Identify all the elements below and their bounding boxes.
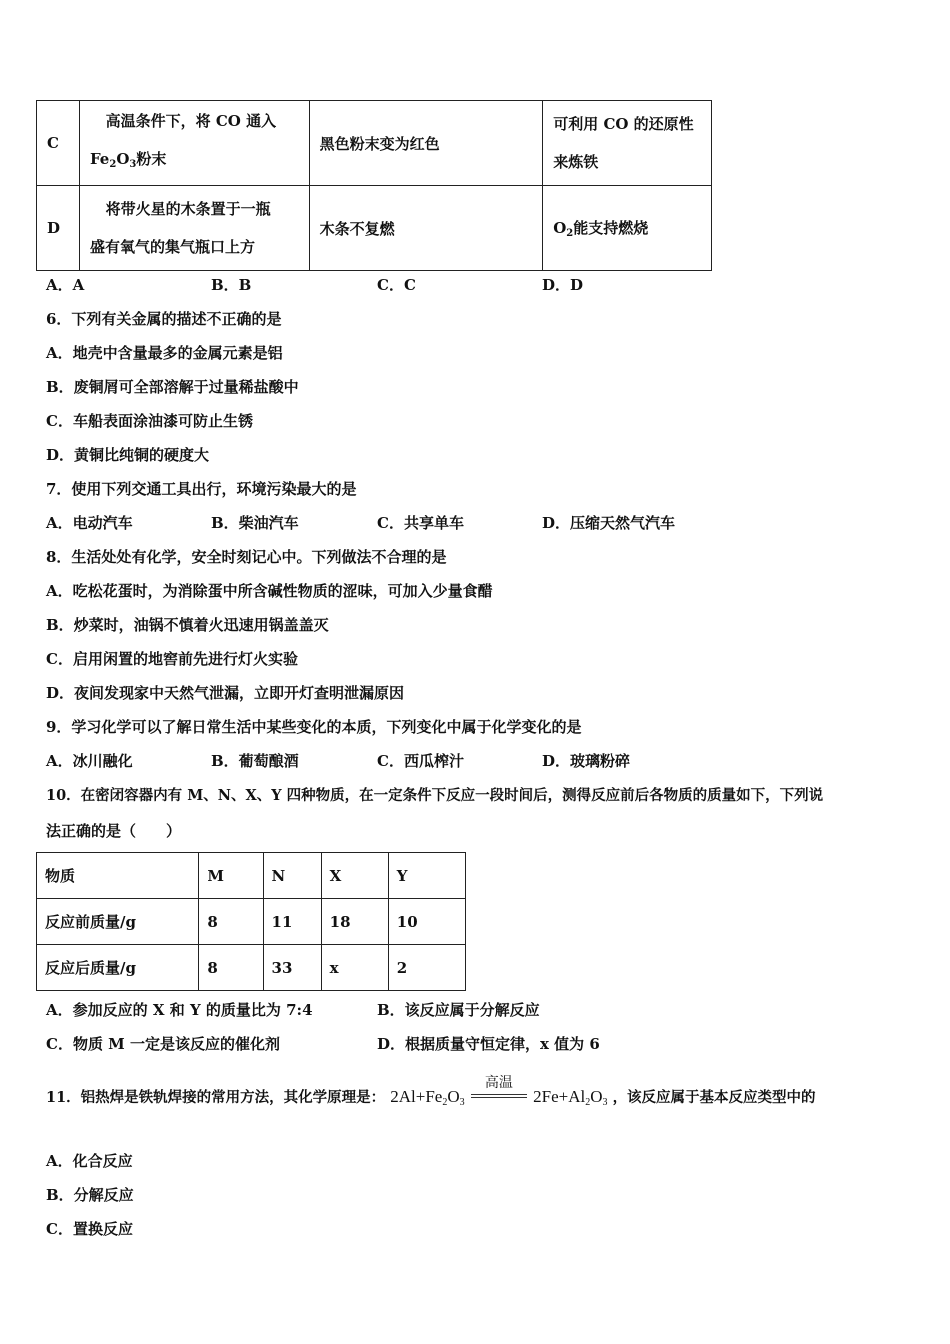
option-a[interactable]: A．A	[46, 276, 85, 294]
q9-option-a[interactable]: A．冰川融化	[46, 752, 133, 770]
operation-line: 高温条件下，将 CO 通入	[105, 112, 277, 130]
q8-option-c[interactable]: C．启用闲置的地窖前先进行灯火实验	[46, 650, 298, 668]
eq-part: O	[447, 1087, 460, 1106]
operation-cell	[79, 101, 309, 186]
table-row	[37, 101, 712, 186]
row-label: C	[37, 101, 80, 186]
reaction-condition: 高温	[484, 1076, 513, 1091]
operation-line-end: 粉末	[136, 150, 167, 168]
table-cell: 33	[263, 945, 321, 991]
eq-sub: 3	[459, 1097, 465, 1108]
q8-option-b[interactable]: B．炒菜时，油锅不慎着火迅速用锅盖盖灭	[46, 616, 329, 634]
q6-option-c[interactable]: C．车船表面涂油漆可防止生锈	[46, 412, 253, 430]
table-row	[37, 899, 466, 945]
header-cell: X	[321, 853, 388, 899]
question-9-stem: 9．学习化学可以了解日常生活中某些变化的本质，下列变化中属于化学变化的是	[46, 718, 582, 736]
eq-part: O	[590, 1087, 603, 1106]
equals-arrow	[471, 1076, 527, 1102]
header-cell: M	[199, 853, 263, 899]
formula-part: Fe	[89, 150, 110, 168]
operation-cell	[79, 186, 309, 271]
conclusion-line: 来炼铁	[553, 153, 599, 171]
question-10-stem-line1: 10．在密闭容器内有 M、N、X、Y 四种物质，在一定条件下反应一段时间后，测得反应前后各物质的质量如下，下列说	[46, 787, 824, 804]
q7-option-b[interactable]: B．柴油汽车	[211, 514, 299, 532]
conclusion-line: 可利用 CO 的还原性	[553, 115, 694, 133]
experiment-table	[36, 100, 712, 271]
table-cell: 18	[321, 899, 388, 945]
option-b[interactable]: B．B	[211, 276, 252, 294]
table-row	[37, 945, 466, 991]
question-11-stem	[46, 1076, 816, 1108]
mass-table	[36, 852, 466, 991]
q6-option-b[interactable]: B．废铜屑可全部溶解于过量稀盐酸中	[46, 378, 299, 396]
operation-line: 盛有氧气的集气瓶口上方	[89, 238, 255, 256]
q10-option-d[interactable]: D．根据质量守恒定律，x 值为 6	[377, 1035, 600, 1053]
q10-option-b[interactable]: B．该反应属于分解反应	[377, 1001, 540, 1019]
formula-sub: 2	[566, 228, 574, 239]
q7-option-c[interactable]: C．共享单车	[377, 514, 464, 532]
q7-option-d[interactable]: D．压缩天然气汽车	[542, 514, 676, 532]
question-10-stem-line2: 法正确的是（ ）	[46, 822, 182, 840]
eq-part: 2Fe+Al	[533, 1087, 586, 1106]
q10-option-a[interactable]: A．参加反应的 X 和 Y 的质量比为 7:4	[46, 1001, 313, 1019]
eq-sub: 3	[602, 1097, 608, 1108]
table-cell: 8	[199, 899, 263, 945]
question-7-stem: 7．使用下列交通工具出行，环境污染最大的是	[46, 480, 357, 498]
conclusion-cell	[543, 101, 712, 186]
q11-option-b[interactable]: B．分解反应	[46, 1186, 134, 1204]
table-cell: 8	[199, 945, 263, 991]
header-cell: 物质	[37, 853, 199, 899]
table-cell: 11	[263, 899, 321, 945]
q6-option-a[interactable]: A．地壳中含量最多的金属元素是铝	[46, 344, 283, 362]
option-d[interactable]: D．D	[542, 276, 584, 294]
row-label: D	[37, 186, 80, 271]
q11-option-c[interactable]: C．置换反应	[46, 1220, 133, 1238]
q9-option-d[interactable]: D．玻璃粉碎	[542, 752, 631, 770]
table-header-row	[37, 853, 466, 899]
q6-option-d[interactable]: D．黄铜比纯铜的硬度大	[46, 446, 210, 464]
q8-option-d[interactable]: D．夜间发现家中天然气泄漏，立即开灯查明泄漏原因	[46, 684, 405, 702]
q9-option-b[interactable]: B．葡萄酿酒	[211, 752, 299, 770]
header-cell: Y	[388, 853, 465, 899]
q9-option-c[interactable]: C．西瓜榨汁	[377, 752, 464, 770]
phenomenon-cell: 黑色粉末变为红色	[309, 101, 543, 186]
q11-stem-text: 11．铝热焊是铁轨焊接的常用方法，其化学原理是：	[46, 1089, 386, 1106]
chemical-equation	[390, 1076, 608, 1108]
q11-stem-text: ，该反应属于基本反应类型中的	[612, 1089, 816, 1106]
conclusion-text: 能支持燃烧	[573, 219, 649, 237]
table-row	[37, 186, 712, 271]
table-cell: x	[321, 945, 388, 991]
eq-sub: 2	[442, 1097, 448, 1108]
q11-option-a[interactable]: A．化合反应	[46, 1152, 133, 1170]
table-cell: 2	[388, 945, 465, 991]
question-8-stem: 8．生活处处有化学，安全时刻记心中。下列做法不合理的是	[46, 548, 447, 566]
eq-part: 2Al+Fe	[390, 1087, 443, 1106]
option-c[interactable]: C．C	[377, 276, 416, 294]
formula-part: O	[116, 150, 130, 168]
question-6-stem: 6．下列有关金属的描述不正确的是	[46, 310, 282, 328]
formula-sub: 3	[129, 159, 137, 170]
q7-option-a[interactable]: A．电动汽车	[46, 514, 133, 532]
phenomenon-cell: 木条不复燃	[309, 186, 543, 271]
conclusion-cell	[543, 186, 712, 271]
formula-sub: 2	[109, 159, 117, 170]
formula-part: O	[553, 219, 567, 237]
q8-option-a[interactable]: A．吃松花蛋时，为消除蛋中所含碱性物质的涩味，可加入少量食醋	[46, 582, 493, 600]
table-cell: 10	[388, 899, 465, 945]
operation-line: 将带火星的木条置于一瓶	[105, 200, 271, 218]
table-cell: 反应后质量/g	[37, 945, 199, 991]
header-cell: N	[263, 853, 321, 899]
table-cell: 反应前质量/g	[37, 899, 199, 945]
q10-option-c[interactable]: C．物质 M 一定是该反应的催化剂	[46, 1035, 280, 1053]
eq-sub: 2	[585, 1097, 591, 1108]
